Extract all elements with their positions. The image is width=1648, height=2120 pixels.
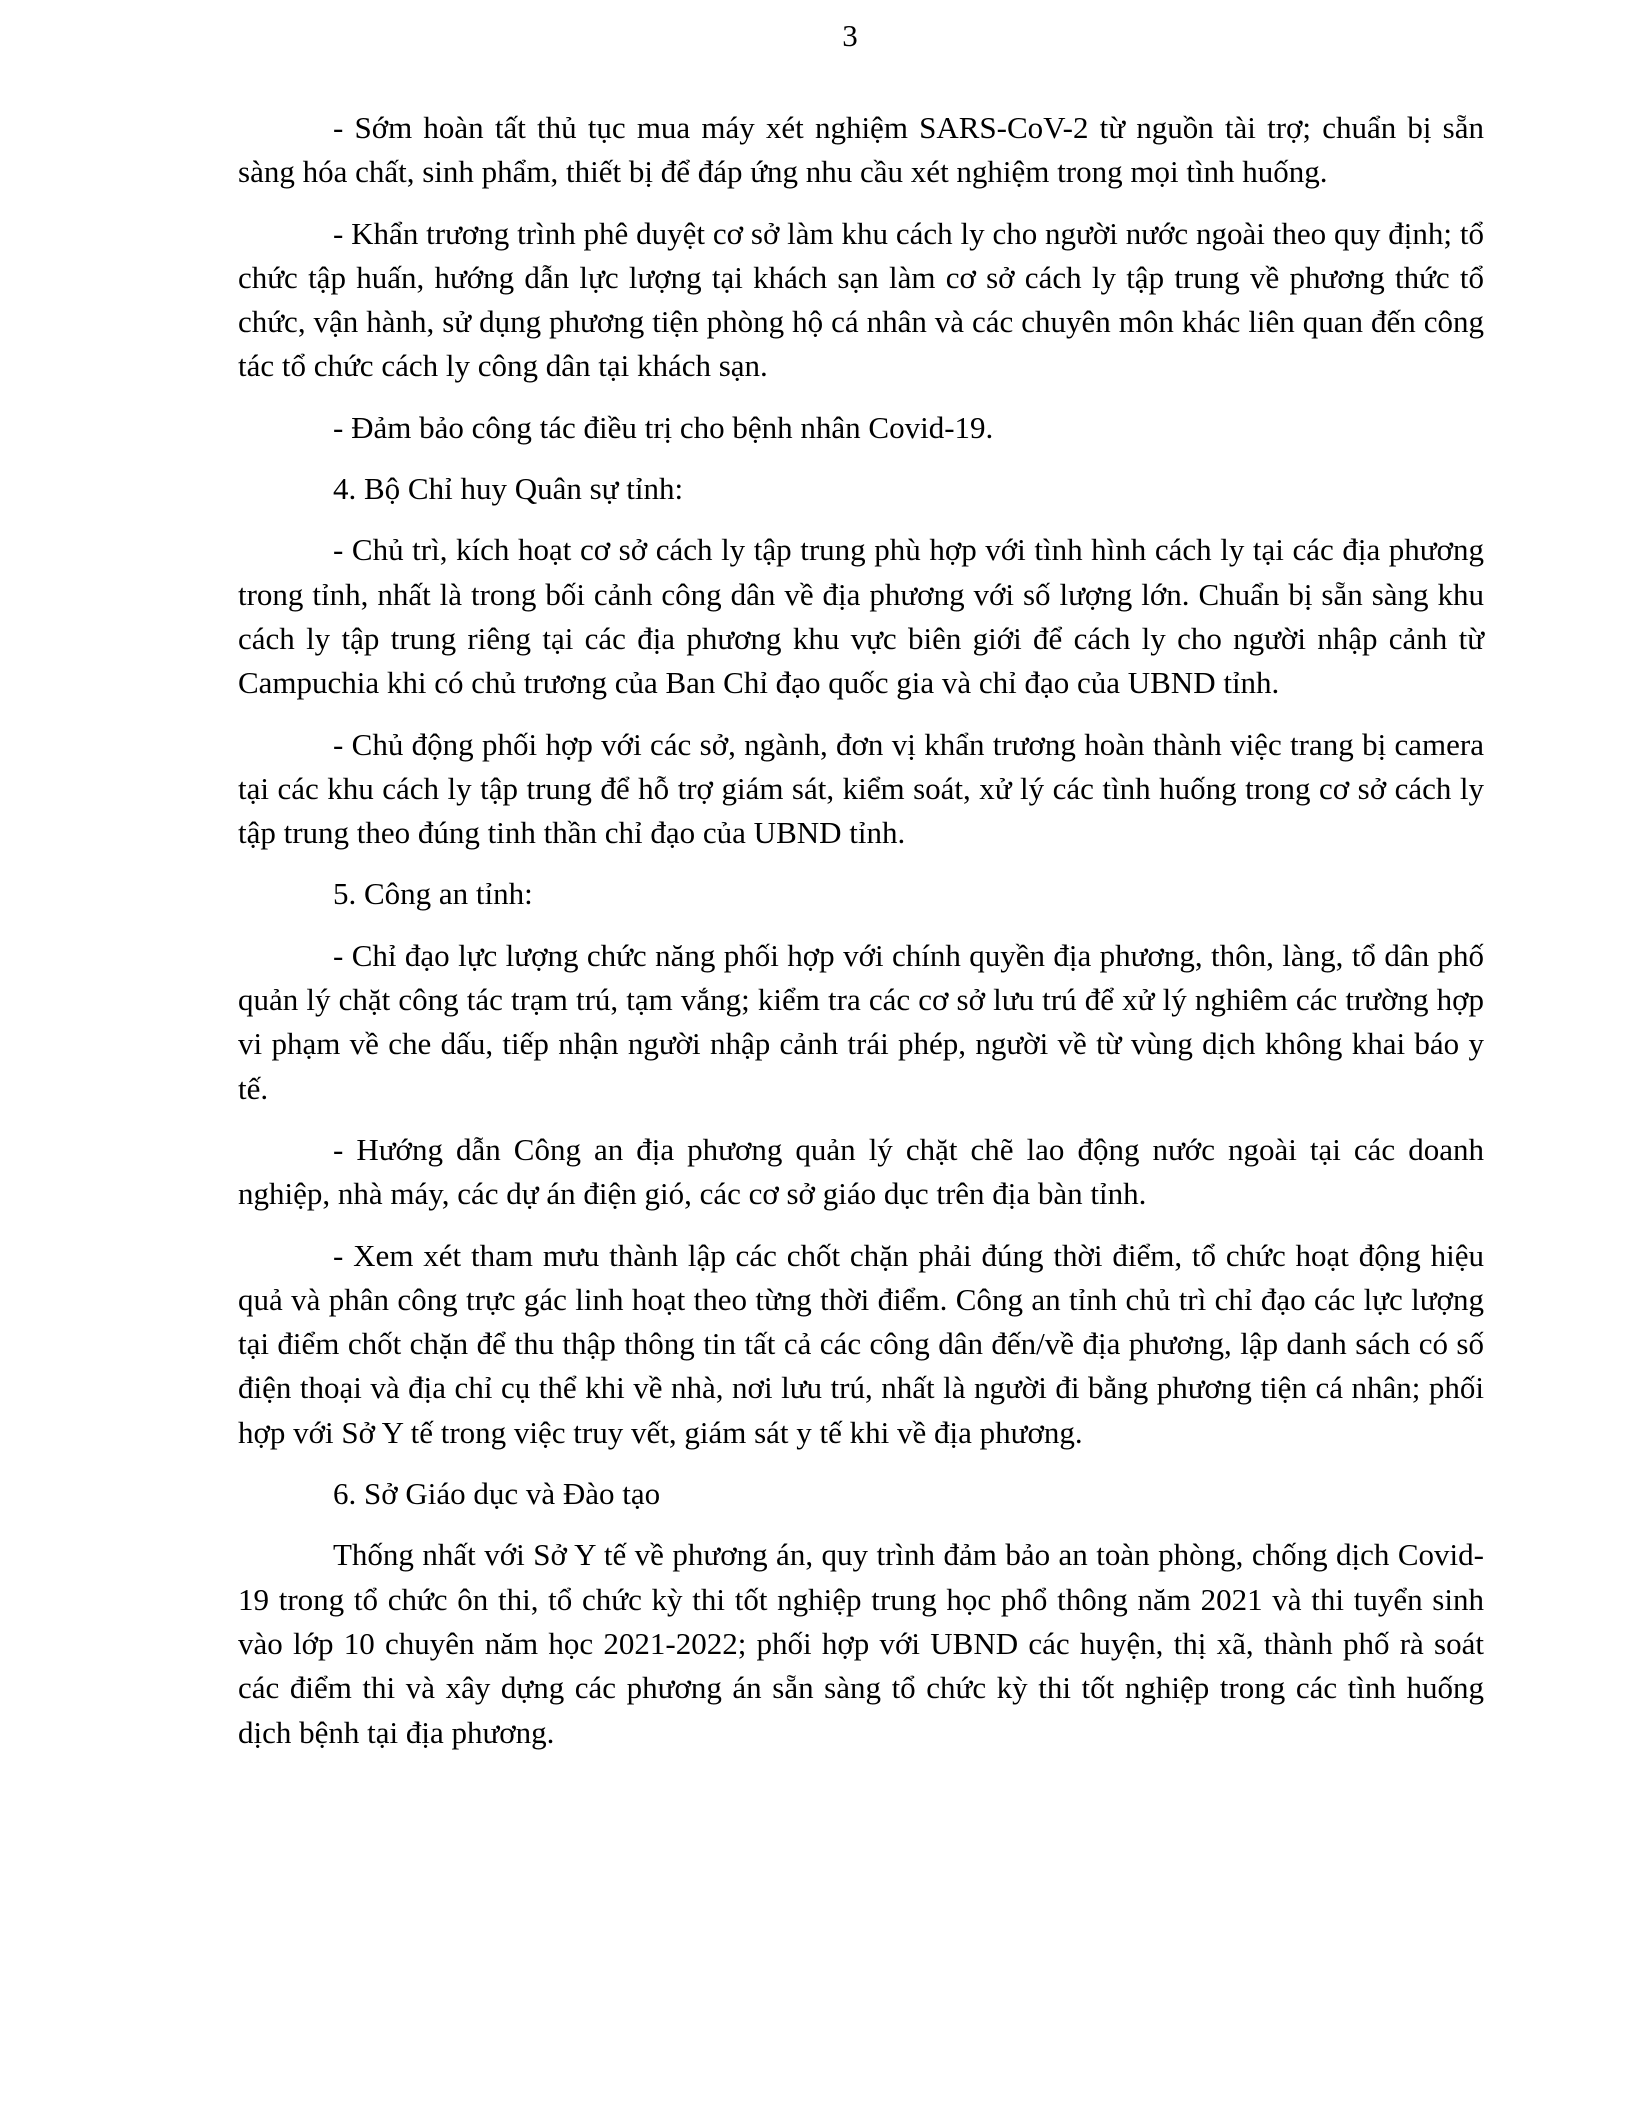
paragraph-police-residence: - Chỉ đạo lực lượng chức năng phối hợp với chính quyền địa phương, thôn, làng, tổ dân phố quản lý chặt công tác trạm trú, tạm vắng; kiểm tra các cơ sở lưu trú để xử lý nghiêm các trường hợp vi phạm về che dấu, tiếp nhận người nhập cảnh trái phép, người về từ vùng dịch không khai báo y tế. [238,937,1484,1106]
section-heading-education: 6. Sở Giáo dục và Đào tạo [333,1476,661,1512]
document-body [238,106,1484,1772]
paragraph-military-camera: - Chủ động phối hợp với các sở, ngành, đơn vị khẩn trương hoàn thành việc trang bị camera tại các khu cách ly tập trung để hỗ trợ giám sát, kiểm soát, xử lý các tình huống trong cơ sở cách ly tập trung theo đúng tinh thần chỉ đạo của UBND tỉnh. [238,726,1484,851]
paragraph-police-checkpoints: - Xem xét tham mưu thành lập các chốt chặn phải đúng thời điểm, tổ chức hoạt động hiệu quả và phân công trực gác linh hoạt theo từng thời điểm. Công an tỉnh chủ trì chỉ đạo các lực lượng tại điểm chốt chặn để thu thập thông tin tất cả các công dân đến/về địa phương, lập danh sách có số điện thoại và địa chỉ cụ thể khi về nhà, nơi lưu trú, nhất là người đi bằng phương tiện cá nhân; phối hợp với Sở Y tế trong việc truy vết, giám sát y tế khi về địa phương. [238,1237,1484,1450]
page-number: 3 [842,18,858,53]
paragraph-police-foreign-labor: - Hướng dẫn Công an địa phương quản lý chặt chẽ lao động nước ngoài tại các doanh nghiệp, nhà máy, các dự án điện gió, các cơ sở giáo dục trên địa bàn tỉnh. [238,1131,1484,1212]
section-heading-military: 4. Bộ Chỉ huy Quân sự tỉnh: [333,471,684,507]
paragraph-treatment: - Đảm bảo công tác điều trị cho bệnh nhân Covid-19. [333,409,994,445]
paragraph-education-exams: Thống nhất với Sở Y tế về phương án, quy trình đảm bảo an toàn phòng, chống dịch Covid-19 trong tổ chức ôn thi, tổ chức kỳ thi tốt nghiệp trung học phổ thông năm 2021 và thi tuyển sinh vào lớp 10 chuyên năm học 2021-2022; phối hợp với UBND các huyện, thị xã, thành phố rà soát các điểm thi và xây dựng các phương án sẵn sàng tổ chức kỳ thi tốt nghiệp trong các tình huống dịch bệnh tại địa phương. [238,1537,1484,1750]
paragraph-quarantine-hotels: - Khẩn trương trình phê duyệt cơ sở làm khu cách ly cho người nước ngoài theo quy định; tổ chức tập huấn, hướng dẫn lực lượng tại khách sạn làm cơ sở cách ly tập trung về phương thức tổ chức, vận hành, sử dụng phương tiện phòng hộ cá nhân và các chuyên môn khác liên quan đến công tác tổ chức cách ly công dân tại khách sạn. [238,215,1484,384]
paragraph-test-equipment: - Sớm hoàn tất thủ tục mua máy xét nghiệm SARS-CoV-2 từ nguồn tài trợ; chuẩn bị sẵn sàng hóa chất, sinh phẩm, thiết bị để đáp ứng nhu cầu xét nghiệm trong mọi tình huống. [238,110,1484,190]
paragraph-military-quarantine: - Chủ trì, kích hoạt cơ sở cách ly tập trung phù hợp với tình hình cách ly tại các địa phương trong tỉnh, nhất là trong bối cảnh công dân về địa phương với số lượng lớn. Chuẩn bị sẵn sàng khu cách ly tập trung riêng tại các địa phương khu vực biên giới để cách ly cho người nhập cảnh từ Campuchia khi có chủ trương của Ban Chỉ đạo quốc gia và chỉ đạo của UBND tỉnh. [238,532,1484,701]
section-heading-police: 5. Công an tỉnh: [333,876,533,912]
